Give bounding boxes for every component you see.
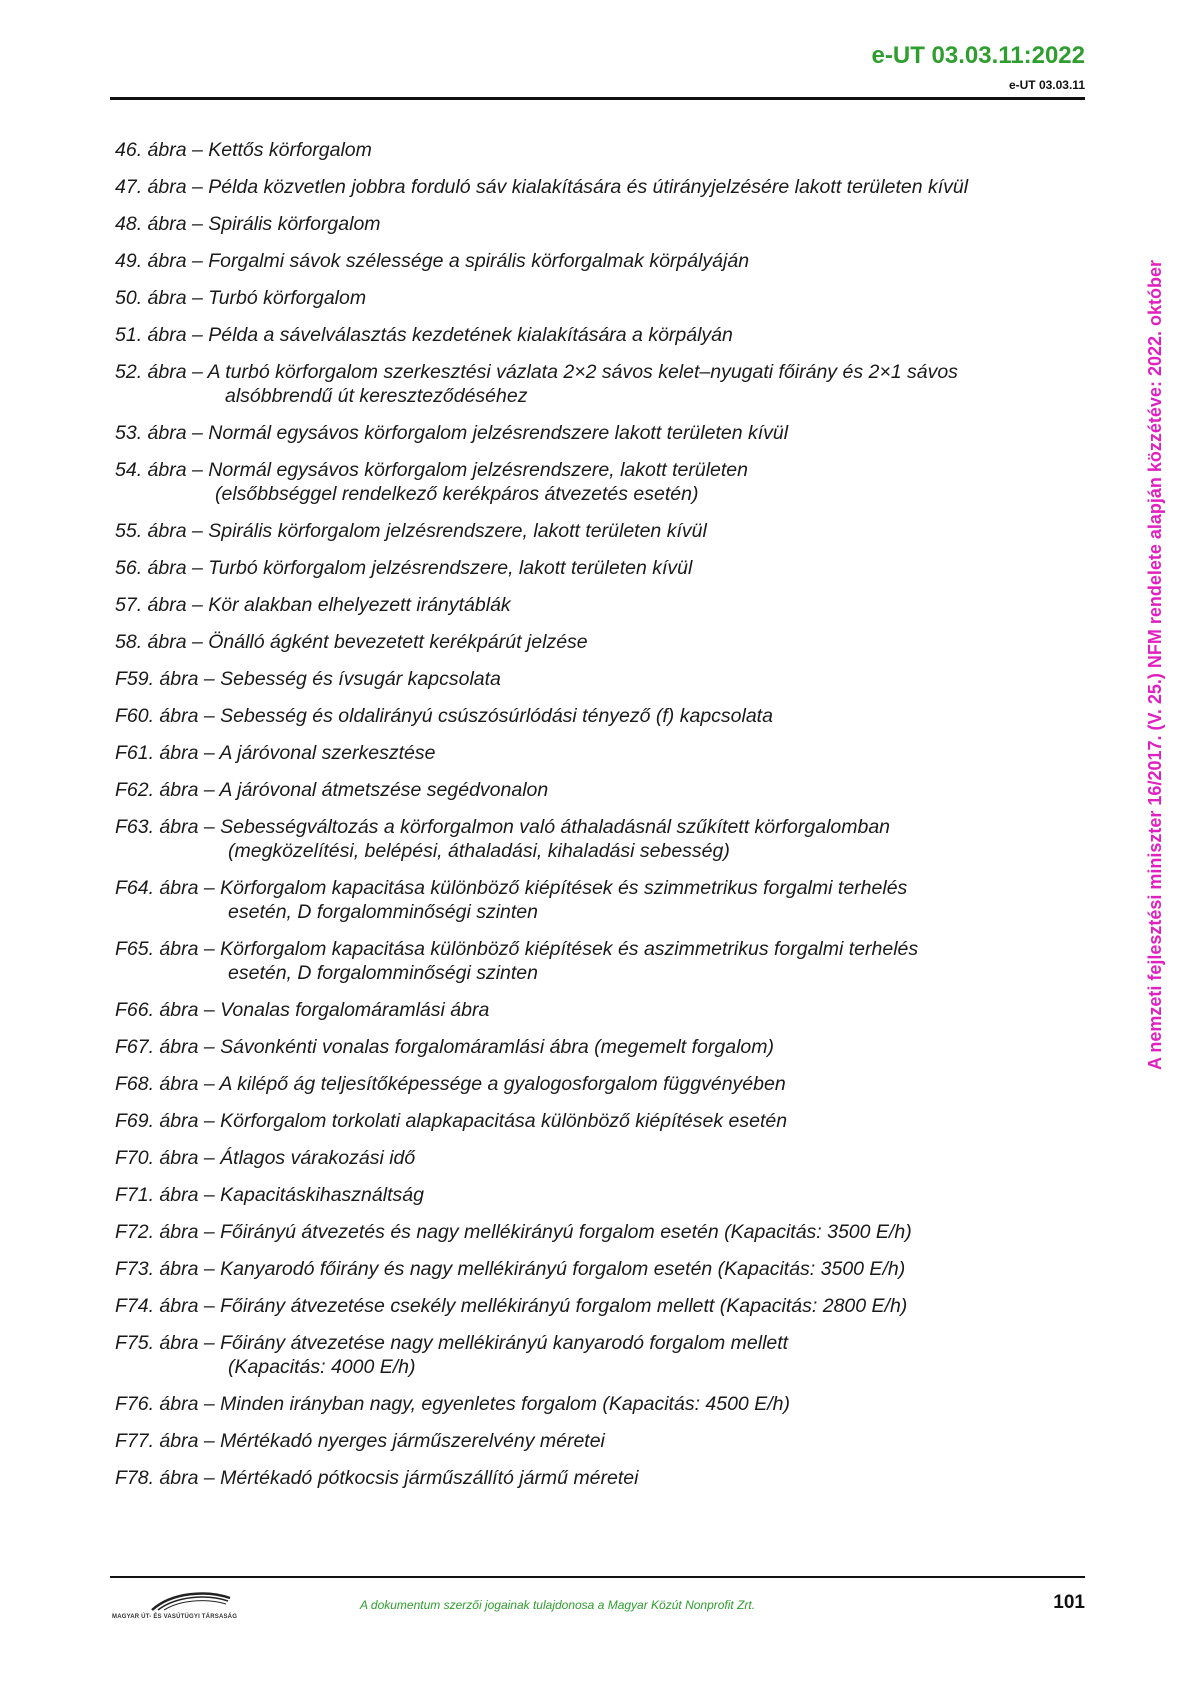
figure-list-item: 50. ábra – Turbó körforgalom (115, 287, 367, 309)
figure-list-item: F60. ábra – Sebesség és oldalirányú csúszósúrlódási tényező (f) kapcsolata (115, 705, 773, 727)
figure-list-item: F67. ábra – Sávonkénti vonalas forgalomáramlási ábra (megemelt forgalom) (115, 1036, 774, 1058)
figure-list-item: F70. ábra – Átlagos várakozási idő (115, 1147, 416, 1169)
figure-list-item: F75. ábra – Főirány átvezetése nagy mellékirányú kanyarodó forgalom mellett (Kapacitás: 4000 E/h) (115, 1331, 1095, 1379)
figure-list-item: 46. ábra – Kettős körforgalom (115, 139, 372, 161)
figure-list-item: 48. ábra – Spirális körforgalom (115, 213, 381, 235)
footer-divider (110, 1576, 1085, 1578)
figure-list-item: F64. ábra – Körforgalom kapacitása különböző kiépítések és szimmetrikus forgalmi terhelés esetén, D forgalomminőségi szinten (115, 876, 1095, 924)
figure-list-item: F62. ábra – A járóvonal átmetszése segédvonalon (115, 779, 549, 801)
figure-list-item: F66. ábra – Vonalas forgalomáramlási ábra (115, 999, 490, 1021)
figure-list-item: F77. ábra – Mértékadó nyerges járműszerelvény méretei (115, 1430, 605, 1452)
figure-list-item: F72. ábra – Főirányú átvezetés és nagy mellékirányú forgalom esetén (Kapacitás: 3500 E/h) (115, 1221, 912, 1243)
figure-list-item: F76. ábra – Minden irányban nagy, egyenletes forgalom (Kapacitás: 4500 E/h) (115, 1393, 790, 1415)
figure-list-item-continuation: alsóbbrendű út kereszteződéséhez (225, 385, 528, 407)
figure-list-item: F68. ábra – A kilépő ág teljesítőképessége a gyalogosforgalom függvényében (115, 1073, 786, 1095)
copyright-note: A dokumentum szerzői jogainak tulajdonosa a Magyar Közút Nonprofit Zrt. (360, 1598, 756, 1612)
road-arc-icon (112, 1588, 262, 1612)
figure-list-item: 54. ábra – Normál egysávos körforgalom jelzésrendszere, lakott területen (elsőbbséggel rendelkező kerékpáros átvezetés esetén) (115, 458, 1095, 506)
figure-list-item: F78. ábra – Mértékadó pótkocsis járműszállító jármű méretei (115, 1467, 639, 1489)
figure-list-item: 49. ábra – Forgalmi sávok szélessége a spirális körforgalmak körpályáján (115, 250, 750, 272)
figure-list (115, 138, 1095, 1503)
document-code: e-UT 03.03.11:2022 (871, 42, 1085, 69)
figure-list-item: 47. ábra – Példa közvetlen jobbra forduló sáv kialakítására és útirányjelzésére lakott területen kívül (115, 176, 969, 198)
figure-list-item: 58. ábra – Önálló ágként bevezetett kerékpárút jelzése (115, 631, 588, 653)
side-note-text: A nemzeti fejlesztési miniszter 16/2017. (V. 25.) NFM rendelete alapján közzétéve: 2022. október (1145, 260, 1165, 1070)
figure-list-item: F71. ábra – Kapacitáskihasználtság (115, 1184, 424, 1206)
document-subcode: e-UT 03.03.11 (1008, 78, 1085, 92)
page-number: 101 (1053, 1592, 1085, 1613)
figure-list-item: F59. ábra – Sebesség és ívsugár kapcsolata (115, 668, 501, 690)
figure-list-item: 55. ábra – Spirális körforgalom jelzésrendszere, lakott területen kívül (115, 520, 707, 542)
figure-list-item: F63. ábra – Sebességváltozás a körforgalmon való áthaladásnál szűkített körforgalomban (megközelítési, belépési, áthaladási, kihaladási sebesség) (115, 815, 1095, 863)
figure-list-item-continuation: esetén, D forgalomminőségi szinten (228, 901, 538, 923)
logo-text: MAGYAR ÚT- ÉS VASÚTÜGYI TÁRSASÁG (112, 1614, 238, 1620)
figure-list-item: 57. ábra – Kör alakban elhelyezett iránytáblák (115, 594, 511, 616)
figure-list-item-continuation: (megközelítési, belépési, áthaladási, kihaladási sebesség) (228, 840, 730, 862)
publisher-logo (112, 1588, 262, 1620)
figure-list-item: F74. ábra – Főirány átvezetése csekély mellékirányú forgalom mellett (Kapacitás: 2800 E/h) (115, 1295, 908, 1317)
figure-list-item: 56. ábra – Turbó körforgalom jelzésrendszere, lakott területen kívül (115, 557, 693, 579)
figure-list-item: 53. ábra – Normál egysávos körforgalom jelzésrendszere lakott területen kívül (115, 422, 789, 444)
figure-list-item: F73. ábra – Kanyarodó főirány és nagy mellékirányú forgalom esetén (Kapacitás: 3500 E/h) (115, 1258, 906, 1280)
header-divider (110, 97, 1085, 100)
figure-list-item: F65. ábra – Körforgalom kapacitása különböző kiépítések és aszimmetrikus forgalmi terhelés esetén, D forgalomminőségi szinten (115, 937, 1095, 985)
figure-list-item: 51. ábra – Példa a sávelválasztás kezdetének kialakítására a körpályán (115, 324, 733, 346)
figure-list-item: F61. ábra – A járóvonal szerkesztése (115, 742, 436, 764)
side-publication-note (1145, 160, 1165, 1070)
figure-list-item-continuation: esetén, D forgalomminőségi szinten (228, 962, 538, 984)
figure-list-item: 52. ábra – A turbó körforgalom szerkesztési vázlata 2×2 sávos kelet–nyugati főirány és 2×1 sávos alsóbbrendű út kereszteződéséhez (115, 360, 1095, 408)
figure-list-item-continuation: (Kapacitás: 4000 E/h) (228, 1356, 416, 1378)
figure-list-item: F69. ábra – Körforgalom torkolati alapkapacitása különböző kiépítések esetén (115, 1110, 788, 1132)
figure-list-item-continuation: (elsőbbséggel rendelkező kerékpáros átvezetés esetén) (215, 483, 699, 505)
